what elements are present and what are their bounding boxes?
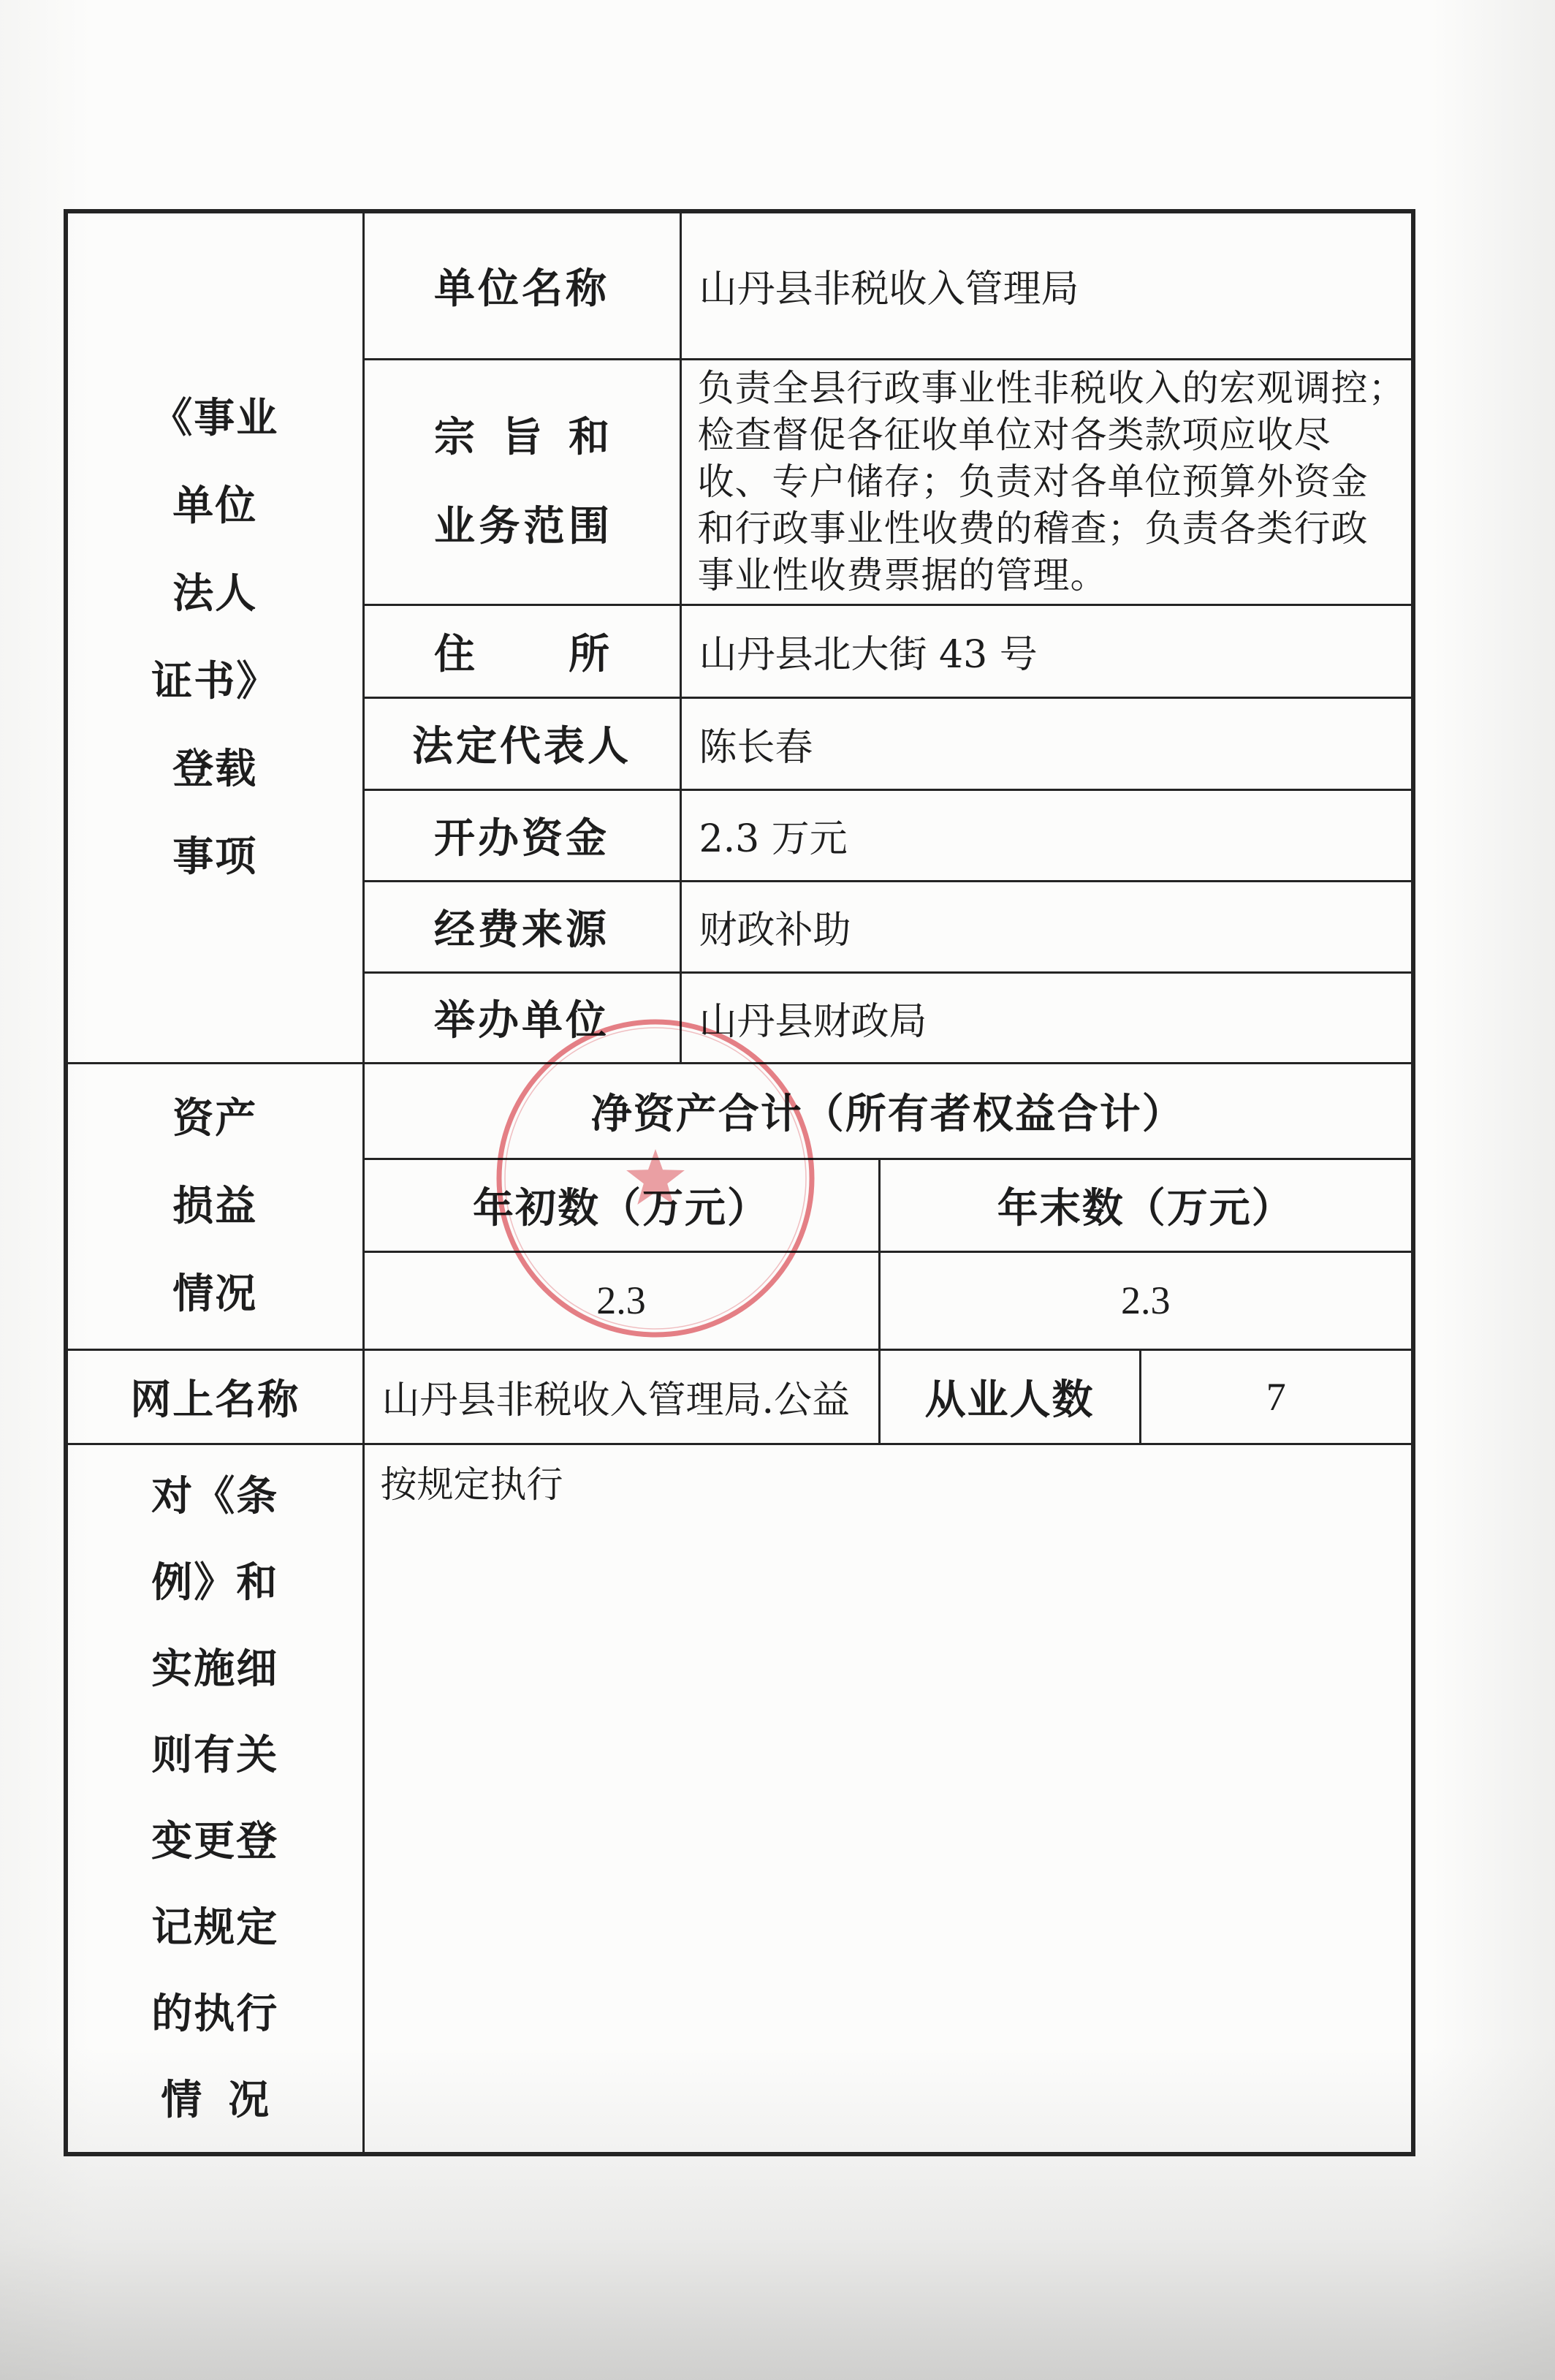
registration-heading-line: 登载 <box>172 745 258 794</box>
funding-source-label: 经费来源 <box>363 881 680 972</box>
scope-text <box>682 365 1412 599</box>
staff-count-value: 7 <box>1140 1349 1413 1444</box>
compliance-heading-line: 的执行 <box>151 1990 279 2039</box>
capital-label: 开办资金 <box>363 789 680 881</box>
end-of-year-value: 2.3 <box>879 1251 1413 1349</box>
registration-heading-line: 单位 <box>172 482 258 531</box>
scope-text-line: 负责全县行政事业性非税收入的宏观调控； <box>697 367 1406 409</box>
scope-value-cell <box>680 359 1413 605</box>
sponsor-value: 山丹县财政局 <box>680 972 1413 1063</box>
compliance-heading-line: 例》和 <box>151 1558 279 1607</box>
compliance-value: 按规定执行 <box>363 1444 1413 2154</box>
online-name-value: 山丹县非税收入管理局.公益 <box>363 1349 879 1444</box>
net-assets-title: 净资产合计（所有者权益合计） <box>363 1063 1413 1159</box>
legal-rep-label: 法定代表人 <box>363 697 680 789</box>
assets-heading-cell <box>66 1063 363 1349</box>
funding-source-value: 财政补助 <box>680 881 1413 972</box>
registration-heading-cell <box>66 211 363 1063</box>
unit-name-value: 山丹县非税收入管理局 <box>680 211 1413 359</box>
legal-rep-value: 陈长春 <box>680 697 1413 789</box>
row-compliance <box>66 1444 1413 2154</box>
sponsor-label: 举办单位 <box>363 972 680 1063</box>
row-unit-name <box>66 211 1413 359</box>
address-value: 山丹县北大街 43 号 <box>680 605 1413 697</box>
assets-heading <box>68 1075 362 1338</box>
scope-label-part: 业务范围 <box>434 502 609 550</box>
registration-heading-line: 证书》 <box>151 657 279 706</box>
address-label-cell <box>363 605 680 697</box>
capital-value: 2.3 万元 <box>680 789 1413 881</box>
registration-heading-line: 法人 <box>172 569 258 618</box>
registration-heading-line: 《事业 <box>151 394 279 443</box>
compliance-heading-cell <box>66 1444 363 2154</box>
address-label: 住所 <box>434 629 609 678</box>
assets-heading-line: 资产 <box>172 1094 258 1142</box>
compliance-heading-line-wrap <box>68 2057 362 2143</box>
scope-label-cell <box>363 359 680 605</box>
compliance-heading-line: 则有关 <box>151 1731 279 1780</box>
scope-label-part: 宗旨和 <box>434 413 609 461</box>
scope-text-line: 收、专户储存；负责对各单位预算外资金 <box>697 461 1369 503</box>
online-name-label: 网上名称 <box>66 1349 363 1444</box>
scope-text-line: 和行政事业性收费的稽查；负责各类行政 <box>697 507 1369 550</box>
scope-label-line <box>365 393 680 482</box>
registration-form-table <box>64 209 1415 2156</box>
compliance-heading-line: 对《条 <box>151 1472 279 1521</box>
registration-heading <box>68 374 362 901</box>
scope-text-line: 事业性收费票据的管理。 <box>697 554 1108 596</box>
compliance-heading-line: 实施细 <box>151 1645 279 1694</box>
row-online-name <box>66 1349 1413 1444</box>
assets-heading-line: 情况 <box>172 1270 258 1318</box>
begin-of-year-value: 2.3 <box>363 1251 879 1349</box>
registration-heading-line: 事项 <box>172 833 258 882</box>
assets-heading-line: 损益 <box>172 1182 258 1230</box>
compliance-heading-line: 情况 <box>161 2076 270 2125</box>
compliance-heading-line: 变更登 <box>151 1817 279 1866</box>
staff-count-label: 从业人数 <box>879 1349 1140 1444</box>
form-body <box>66 211 1413 2154</box>
scope-label-line <box>365 482 680 571</box>
unit-name-label: 单位名称 <box>363 211 680 359</box>
compliance-heading-line: 记规定 <box>151 1903 279 1952</box>
compliance-heading <box>68 1453 362 2143</box>
row-net-assets-title <box>66 1063 1413 1159</box>
begin-of-year-label: 年初数（万元） <box>363 1159 879 1251</box>
scope-text-line: 检查督促各征收单位对各类款项应收尽 <box>697 414 1331 456</box>
end-of-year-label: 年末数（万元） <box>879 1159 1413 1251</box>
